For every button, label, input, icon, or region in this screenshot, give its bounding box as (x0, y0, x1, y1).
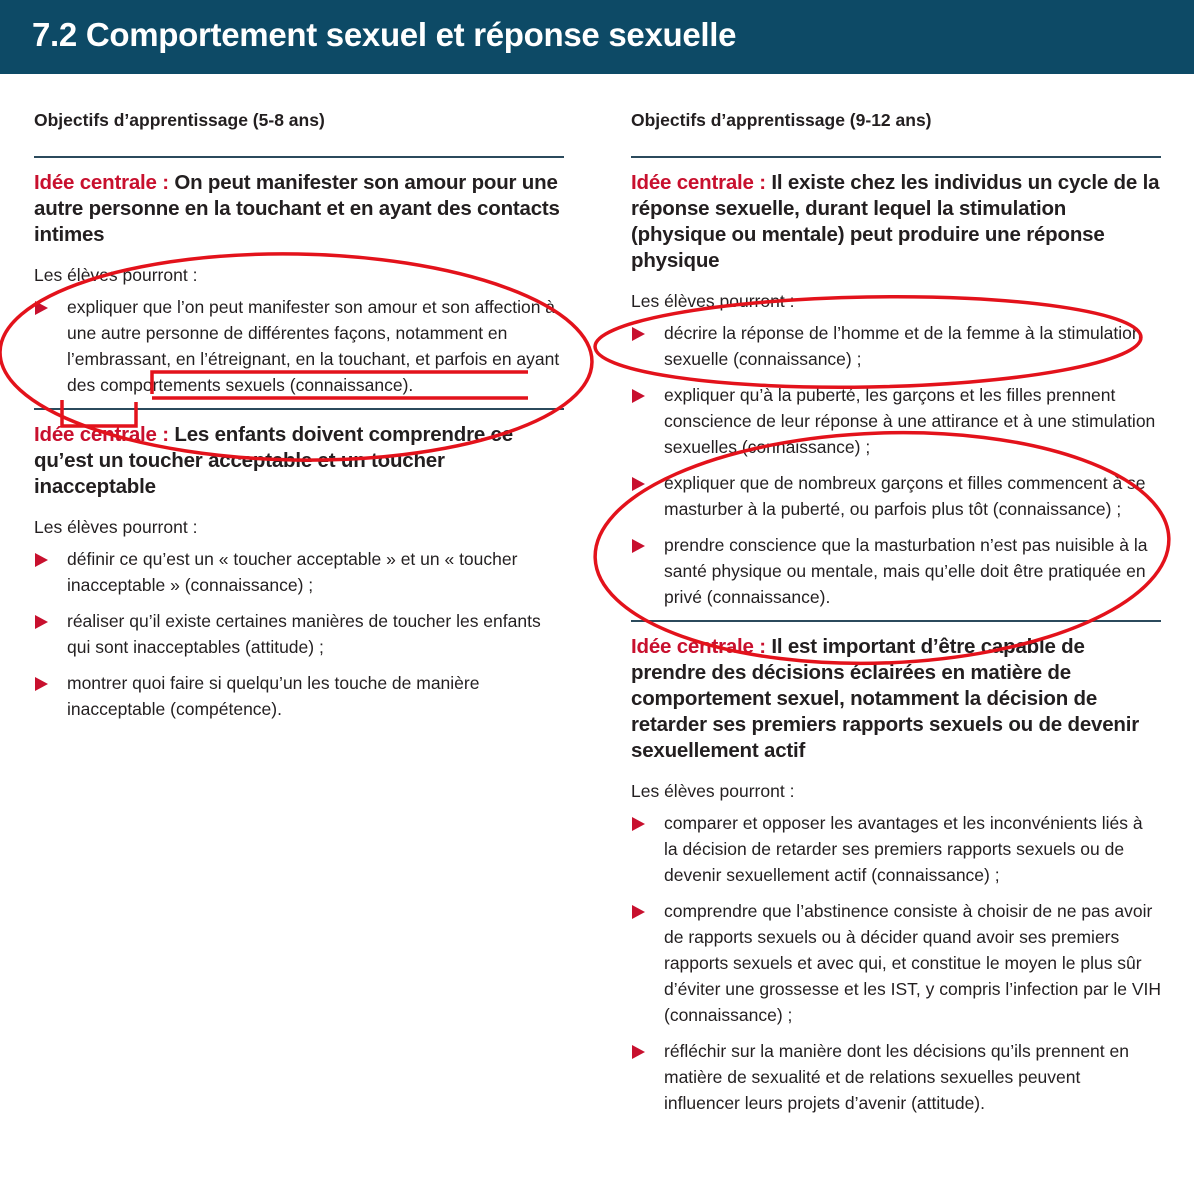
triangle-bullet-icon (632, 477, 645, 491)
page-title: 7.2 Comportement sexuel et réponse sexuelle (32, 16, 737, 53)
central-idea-text: Il est important d’être capable de prendre des décisions éclairées en matière de comportement sexuel, notamment la décision de retarder ses premiers rapports sexuels ou de devenir sexuellement actif (631, 635, 1140, 762)
list-item-text: comprendre que l’abstinence consiste à choisir de ne pas avoir de rapports sexuels ou à décider quand avoir ses premiers rapports sexuels et avec qui, et constitue le moyen le plus sûr d’éviter une grossesse et les IST, y compris l’infection par le VIH (connaissance) ; (664, 901, 1162, 1025)
list-item-text: montrer quoi faire si quelqu’un les touche de manière inacceptable (compétence). (67, 673, 480, 719)
list-item-text: réaliser qu’il existe certaines manières de toucher les enfants qui sont inacceptables (attitude) ; (67, 611, 541, 657)
students-intro: Les élèves pourront : (631, 781, 795, 801)
triangle-bullet-icon (35, 301, 48, 315)
objectives-list (34, 294, 564, 398)
triangle-bullet-icon (35, 615, 48, 629)
divider (631, 620, 1161, 622)
central-idea-label: Idée centrale : (631, 635, 766, 658)
triangle-bullet-icon (632, 539, 645, 553)
column-5-8-ans (34, 110, 564, 732)
central-idea-text: On peut manifester son amour pour une autre personne en la touchant et en ayant des contacts intimes (34, 171, 560, 246)
list-item-text: comparer et opposer les avantages et les inconvénients liés à la décision de retarder ses premiers rapports sexuels ou de devenir sexuellement actif (connaissance) ; (664, 813, 1143, 885)
list-item-text: réfléchir sur la manière dont les décisions qu’ils prennent en matière de sexualité et de relations sexuelles peuvent influencer leurs projets d’avenir (attitude). (664, 1041, 1129, 1113)
list-item (631, 1038, 1161, 1116)
objectives-list (34, 546, 564, 722)
students-intro: Les élèves pourront : (34, 265, 198, 285)
objectives-list (631, 810, 1161, 1116)
central-idea-heading (34, 170, 564, 248)
triangle-bullet-icon (632, 1045, 645, 1059)
list-item (631, 382, 1161, 460)
triangle-bullet-icon (35, 553, 48, 567)
central-idea-heading (34, 422, 564, 500)
central-idea-heading (631, 634, 1161, 764)
students-intro: Les élèves pourront : (34, 517, 198, 537)
central-idea-heading (631, 170, 1161, 274)
list-item (34, 294, 564, 398)
list-item (631, 810, 1161, 888)
objectives-title: Objectifs d’apprentissage (9-12 ans) (631, 110, 932, 130)
central-idea-text: Il existe chez les individus un cycle de la réponse sexuelle, durant lequel la stimulation (physique ou mentale) peut produire une réponse physique (631, 171, 1160, 272)
list-item (34, 608, 564, 660)
list-item (34, 546, 564, 598)
central-idea-text: Les enfants doivent comprendre ce qu’est un toucher acceptable et un toucher inacceptable (34, 423, 513, 498)
list-item-text: expliquer que l’on peut manifester son amour et son affection à une autre personne de différentes façons, notamment en l’embrassant, en l’étreignant, en la touchant, et parfois en ayant des comportements sexuels (connaissance). (67, 297, 560, 395)
objectives-title: Objectifs d’apprentissage (5-8 ans) (34, 110, 325, 130)
page-header (0, 0, 1194, 74)
list-item (34, 670, 564, 722)
triangle-bullet-icon (632, 389, 645, 403)
list-item (631, 898, 1161, 1028)
list-item-text: expliquer que de nombreux garçons et filles commencent à se masturber à la puberté, ou parfois plus tôt (connaissance) ; (664, 473, 1146, 519)
triangle-bullet-icon (632, 905, 645, 919)
central-idea-label: Idée centrale : (34, 423, 169, 446)
divider (631, 156, 1161, 158)
list-item-text: prendre conscience que la masturbation n’est pas nuisible à la santé physique ou mentale, mais qu’elle doit être pratiquée en privé (connaissance). (664, 535, 1148, 607)
divider (34, 156, 564, 158)
triangle-bullet-icon (632, 327, 645, 341)
list-item (631, 320, 1161, 372)
divider (34, 408, 564, 410)
list-item-text: décrire la réponse de l’homme et de la femme à la stimulation sexuelle (connaissance) ; (664, 323, 1142, 369)
list-item (631, 470, 1161, 522)
column-9-12-ans (631, 110, 1161, 1126)
central-idea-label: Idée centrale : (34, 171, 169, 194)
list-item-text: définir ce qu’est un « toucher acceptable » et un « toucher inacceptable » (connaissance) ; (67, 549, 518, 595)
list-item-text: expliquer qu’à la puberté, les garçons et les filles prennent conscience de leur réponse à une attirance et à une stimulation sexuelles (connaissance) ; (664, 385, 1156, 457)
triangle-bullet-icon (632, 817, 645, 831)
objectives-list (631, 320, 1161, 610)
central-idea-label: Idée centrale : (631, 171, 766, 194)
list-item (631, 532, 1161, 610)
triangle-bullet-icon (35, 677, 48, 691)
students-intro: Les élèves pourront : (631, 291, 795, 311)
